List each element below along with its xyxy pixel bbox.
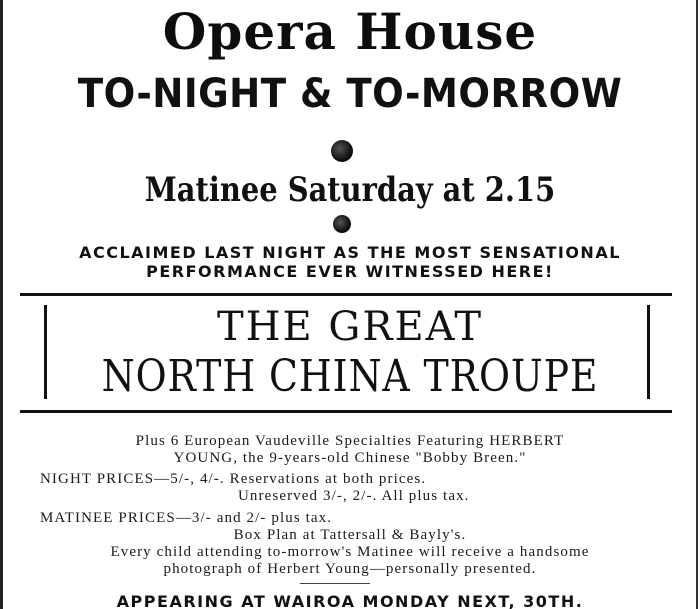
body-line: YOUNG, the 9-years-old Chinese "Bobby Breen.": [173, 450, 527, 466]
bullet-ornament: [331, 140, 353, 162]
venue-title: Opera House: [162, 2, 538, 61]
matinee-time: Matinee Saturday at 2.15: [144, 170, 556, 210]
body-line: Every child attending to-morrow's Matinee will receive a handsome: [110, 544, 590, 560]
body-line: Plus 6 European Vaudeville Specialties Featuring HERBERT: [135, 433, 565, 449]
body-line: NIGHT PRICES—5/-, 4/-. Reservations at both prices.: [40, 471, 427, 487]
acclaim-text: [0, 243, 700, 281]
footer-notice: APPEARING AT WAIROA MONDAY NEXT, 30TH.: [116, 592, 584, 609]
divider-rule: [20, 293, 672, 296]
acclaim-line: PERFORMANCE EVER WITNESSED HERE!: [146, 262, 554, 281]
divider-rule: [20, 410, 672, 413]
body-line: photograph of Herbert Young—personally presented.: [163, 561, 537, 577]
bullet-ornament: [333, 215, 351, 233]
divider-rule: [300, 583, 370, 584]
acclaim-line: ACCLAIMED LAST NIGHT AS THE MOST SENSATIONAL: [79, 243, 621, 262]
headline-line: NORTH CHINA TROUPE: [101, 351, 599, 402]
performance-dates: TO-NIGHT & TO-MORROW: [77, 71, 623, 117]
body-line: Box Plan at Tattersall & Bayly's.: [233, 527, 467, 543]
body-line: MATINEE PRICES—3/- and 2/- plus tax.: [40, 510, 333, 526]
body-line: Unreserved 3/-, 2/-. All plus tax.: [238, 488, 470, 504]
headline-line: THE GREAT: [216, 304, 484, 350]
